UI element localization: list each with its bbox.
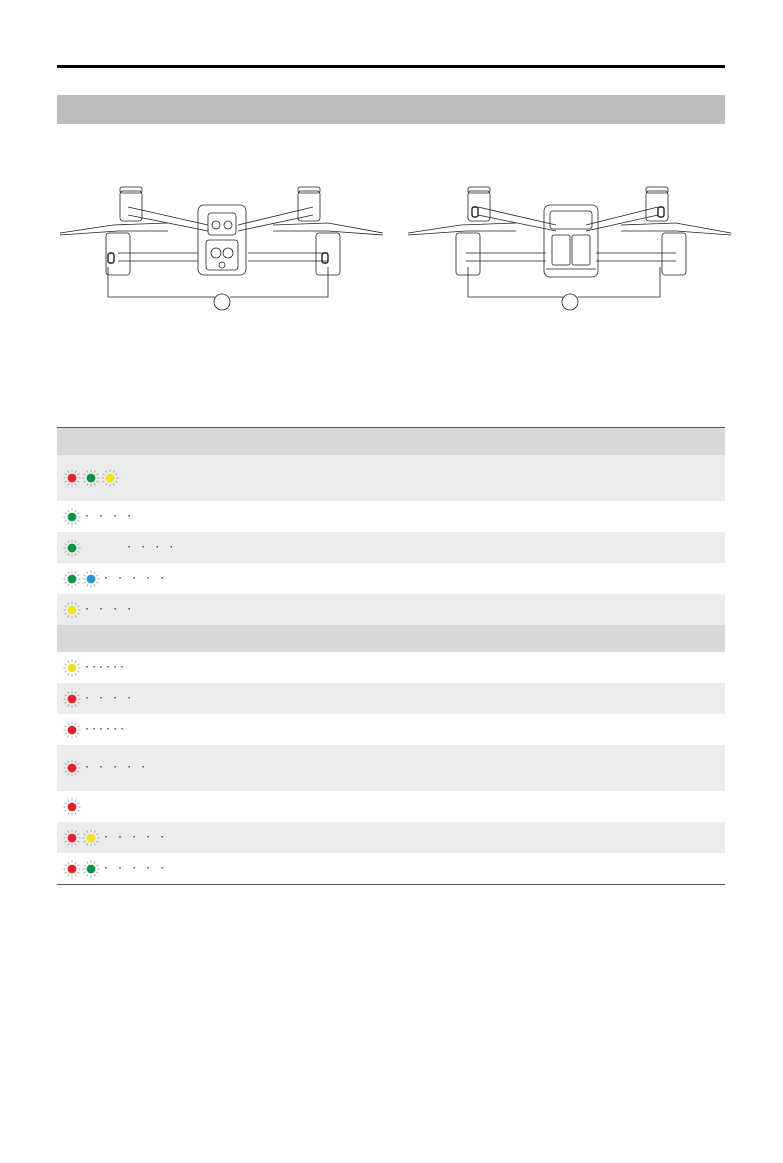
top-rule: [57, 65, 725, 68]
drone-rear-view-illustration: [406, 185, 736, 315]
led-indicator-group: [63, 759, 147, 777]
yellow-led-blink-icon: [82, 829, 100, 847]
led-indicator-group: [63, 539, 175, 557]
led-status-table: [57, 427, 725, 885]
blink-pattern-dots: · · · · ·: [103, 572, 167, 584]
led-indicator-group: [63, 659, 126, 677]
red-led-blink-icon: [63, 690, 81, 708]
blink-pattern-dots: · · · · ·: [103, 862, 167, 874]
table-row: [57, 455, 725, 501]
green-led-blink-icon: [63, 570, 81, 588]
red-led-blink-icon: [63, 860, 81, 878]
blink-pattern-dots: · · · ·: [84, 692, 134, 704]
table-row: [57, 745, 725, 791]
table-row: [57, 532, 725, 563]
blink-pattern-dots: · · · ·: [84, 541, 176, 553]
blink-pattern-dots: · · · ·: [84, 510, 134, 522]
red-led-blink-icon: [63, 759, 81, 777]
led-indicator-group: [63, 721, 126, 739]
table-row: [57, 563, 725, 594]
drone-front-view-illustration: [58, 185, 388, 315]
led-indicator-group: [63, 601, 133, 619]
blue-led-blink-icon: [82, 570, 100, 588]
table-header-row: [57, 428, 725, 455]
led-indicator-group: [63, 798, 82, 816]
red-led-blink-icon: [63, 721, 81, 739]
table-header-row: [57, 625, 725, 652]
blink-pattern-dots: ······: [84, 661, 127, 673]
green-led-blink-icon: [63, 539, 81, 557]
table-row: [57, 822, 725, 853]
table-row: [57, 714, 725, 745]
yellow-led-blink-icon: [101, 469, 119, 487]
table-row: [57, 791, 725, 822]
led-indicator-group: [63, 860, 166, 878]
led-indicator-group: [63, 829, 166, 847]
led-indicator-group: [63, 570, 166, 588]
led-indicator-group: [63, 508, 133, 526]
green-led-blink-icon: [82, 469, 100, 487]
led-indicator-group: [63, 469, 120, 487]
blink-pattern-dots: · · · · ·: [103, 831, 167, 843]
red-led-blink-icon: [63, 469, 81, 487]
table-row: [57, 683, 725, 714]
blink-pattern-dots: ······: [84, 723, 127, 735]
section-header-bar: [57, 95, 725, 124]
blink-pattern-dots: · · · ·: [84, 603, 134, 615]
blink-pattern-dots: · · · · ·: [84, 762, 148, 773]
yellow-led-blink-icon: [63, 601, 81, 619]
table-row: [57, 501, 725, 532]
green-led-blink-icon: [82, 860, 100, 878]
green-led-blink-icon: [63, 508, 81, 526]
table-row: [57, 594, 725, 625]
table-row: [57, 652, 725, 683]
yellow-led-blink-icon: [63, 659, 81, 677]
red-led-blink-icon: [63, 798, 81, 816]
red-led-blink-icon: [63, 829, 81, 847]
led-indicator-group: [63, 690, 133, 708]
table-row: [57, 853, 725, 884]
